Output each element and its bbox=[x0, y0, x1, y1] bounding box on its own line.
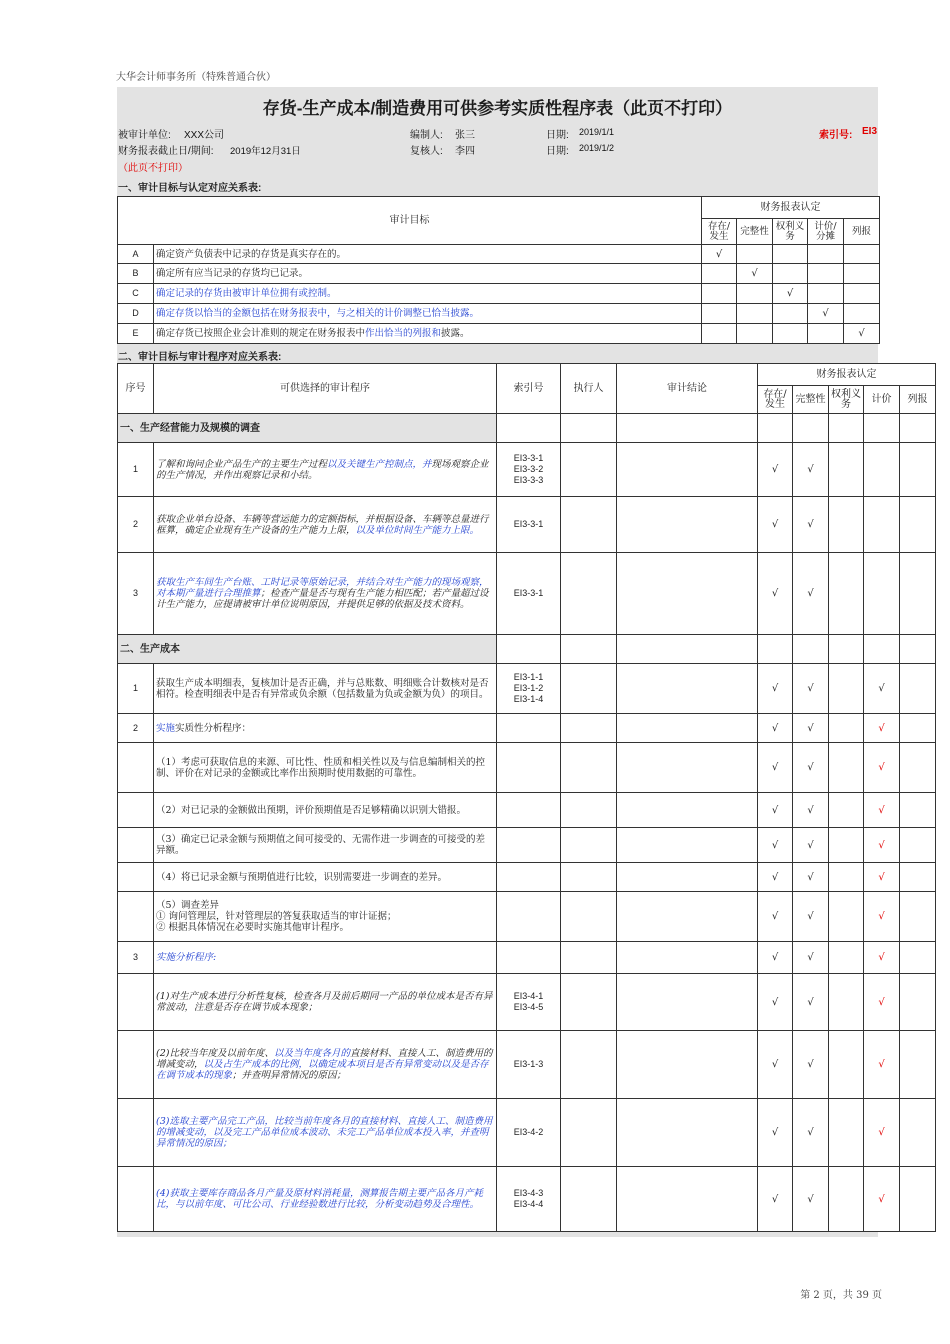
check-mark: √ bbox=[864, 1167, 900, 1232]
procedure-text: (1)对生产成本进行分析性复核，检查各月及前后期同一产品的单位成本是否有异常波动，注意是否存在调节成本现象； bbox=[154, 974, 497, 1031]
check-mark bbox=[737, 245, 773, 264]
check-mark: √ bbox=[758, 863, 793, 892]
assertion-header-existence: 存在/发生 bbox=[702, 219, 737, 245]
procedure-text-d: 以及占生产成本的比例，以确定成本项目是否有异常变动以及是否存在调节成本的现象 bbox=[156, 1059, 489, 1081]
check-mark: √ bbox=[758, 892, 793, 942]
procedure-index: EI3-4-2 bbox=[497, 1099, 561, 1167]
index-ref: EI3-1-1 bbox=[513, 672, 544, 682]
check-mark: √ bbox=[793, 714, 829, 743]
check-mark: √ bbox=[864, 793, 900, 828]
index-ref: EI3-3-3 bbox=[513, 475, 544, 485]
index-ref: EI3-1-4 bbox=[513, 694, 544, 704]
check-mark bbox=[773, 264, 808, 284]
procedure-text-c: 现场观察企业的生产情况，并作出观察记录和小结。 bbox=[156, 458, 489, 481]
section1-heading: 一、审计目标与认定对应关系表: bbox=[118, 183, 262, 194]
procedure-text bbox=[154, 497, 497, 553]
procedure-text bbox=[154, 892, 497, 942]
procedure-text-a: 获取生产车间生产台账、工时记录等原始记录，并结合对生产能力的现场观察，对本期产量进行合理推算 bbox=[156, 577, 489, 599]
index-ref: EI3-4-5 bbox=[513, 1002, 544, 1012]
procedure-text-b: 实质性分析程序： bbox=[175, 722, 252, 734]
check-mark: √ bbox=[808, 304, 844, 324]
goal-text: 确定资产负债表中记录的存货是真实存在的。 bbox=[154, 245, 702, 264]
check-mark: √ bbox=[793, 942, 829, 974]
assertion-header-presentation: 列报 bbox=[844, 219, 880, 245]
col-no-header: 序号 bbox=[118, 364, 154, 414]
procedure-text-a: 获取企业单台设备、车辆等营运能力的定额指标，并根据设备、车辆等总量进行框算，确定企业现有生产设备的生产能力上限， bbox=[156, 513, 489, 536]
procedure-text bbox=[154, 1031, 497, 1099]
check-mark: √ bbox=[793, 664, 829, 714]
goal-text: 确定所有应当记录的存货均已记录。 bbox=[154, 264, 702, 284]
check-mark: √ bbox=[758, 793, 793, 828]
check-mark bbox=[808, 324, 844, 344]
check-mark: √ bbox=[758, 743, 793, 793]
assertion-header-valuation: 计价 bbox=[864, 386, 900, 414]
date1-label: 日期: bbox=[546, 130, 569, 141]
procedure-text-c: 直接材料、直接人工、制造费用的增减变动， bbox=[156, 1048, 493, 1070]
assertion-header-rights: 权利义务 bbox=[773, 219, 808, 245]
goal-text: 确定记录的存货由被审计单位拥有或控制。 bbox=[154, 284, 702, 304]
goal-text-a: 确定存货已按照企业会计准则的规定在财务报表中 bbox=[156, 328, 366, 339]
no-print-note: （此页不打印） bbox=[118, 163, 188, 174]
check-mark bbox=[808, 245, 844, 264]
procedure-no: 2 bbox=[118, 714, 154, 743]
client-label: 被审计单位: bbox=[118, 130, 171, 141]
check-mark: √ bbox=[758, 553, 793, 635]
procedure-text-b: 以及关键生产控制点，并 bbox=[327, 458, 432, 470]
check-mark bbox=[844, 304, 880, 324]
page-footer: 第 2 页，共 39 页 bbox=[800, 1290, 882, 1301]
check-mark: √ bbox=[793, 892, 829, 942]
check-mark bbox=[702, 324, 737, 344]
goal-id: C bbox=[118, 284, 154, 304]
assertion-group-header: 财务报表认定 bbox=[702, 197, 880, 219]
check-mark: √ bbox=[793, 443, 829, 497]
procedure-index bbox=[497, 443, 561, 497]
col-index-header: 索引号 bbox=[497, 364, 561, 414]
index-ref: EI3-4-1 bbox=[513, 991, 544, 1001]
assertion-header-presentation: 列报 bbox=[900, 386, 936, 414]
procedure-text: （2）对已记录的金额做出预期，评价预期值是否足够精确以识别大错报。 bbox=[154, 793, 497, 828]
check-mark: √ bbox=[844, 324, 880, 344]
check-mark: √ bbox=[758, 714, 793, 743]
check-mark: √ bbox=[864, 1031, 900, 1099]
check-mark: √ bbox=[864, 743, 900, 793]
goal-text-b: 作出恰当的列报和 bbox=[365, 328, 442, 339]
procedure-text-a: (2)比较当年度及以前年度、 bbox=[156, 1048, 274, 1059]
index-ref: EI3-3-2 bbox=[513, 464, 544, 474]
check-mark: √ bbox=[702, 245, 737, 264]
index-label: 索引号: bbox=[819, 130, 853, 141]
date2-value: 2019/1/2 bbox=[579, 143, 615, 153]
procedure-text bbox=[154, 553, 497, 635]
reviewer-value: 李四 bbox=[455, 146, 475, 157]
assertion-header-valuation: 计价/分摊 bbox=[808, 219, 844, 245]
procedure-text-b: ；检查产量是否与现有生产能力相匹配；若产量超过设计生产能力，应提请被审计单位说明原因，并提供足够的依据及技术资料。 bbox=[156, 588, 489, 610]
reviewer-label: 复核人: bbox=[410, 146, 443, 157]
col-goal-header: 审计目标 bbox=[118, 197, 702, 245]
assertion-header-completeness: 完整性 bbox=[737, 219, 773, 245]
check-mark bbox=[773, 304, 808, 324]
procedure-table bbox=[117, 363, 936, 1232]
procedure-index bbox=[497, 974, 561, 1031]
procedure-index: EI3-3-1 bbox=[497, 553, 561, 635]
check-mark: √ bbox=[864, 942, 900, 974]
category-heading: 二、生产成本 bbox=[118, 635, 497, 664]
procedure-text: （1）考虑可获取信息的来源、可比性、性质和相关性以及与信息编制相关的控制、评价在对记录的金额或比率作出预期时使用数据的可靠性。 bbox=[154, 743, 497, 793]
procedure-text: 获取生产成本明细表，复核加计是否正确，并与总账数、明细账合计数核对是否相符。检查明细表中是否有异常或负余额（包括数量为负或金额为负）的项目。 bbox=[154, 664, 497, 714]
assertion-header-existence: 存在/发生 bbox=[758, 386, 793, 414]
goal-id: A bbox=[118, 245, 154, 264]
check-mark: √ bbox=[758, 1099, 793, 1167]
procedure-text-a: 了解和询问企业产品生产的主要生产过程 bbox=[156, 458, 328, 470]
index-value: EI3 bbox=[862, 126, 878, 137]
goal-id: D bbox=[118, 304, 154, 324]
goal-text bbox=[154, 324, 702, 344]
index-ref: EI3-4-4 bbox=[513, 1199, 544, 1209]
check-mark: √ bbox=[737, 264, 773, 284]
check-mark: √ bbox=[758, 443, 793, 497]
check-mark bbox=[737, 324, 773, 344]
procedure-text-c: ② 根据具体情况在必要时实施其他审计程序。 bbox=[156, 922, 350, 933]
check-mark: √ bbox=[793, 497, 829, 553]
procedure-text-a: 实施 bbox=[156, 722, 176, 734]
procedure-index: EI3-3-1 bbox=[497, 497, 561, 553]
date2-label: 日期: bbox=[546, 146, 569, 157]
procedure-text-e: ；并查明异常情况的原因； bbox=[232, 1070, 347, 1081]
check-mark: √ bbox=[773, 284, 808, 304]
procedure-no: 3 bbox=[118, 942, 154, 974]
check-mark: √ bbox=[864, 892, 900, 942]
check-mark: √ bbox=[758, 974, 793, 1031]
period-label: 财务报表截止日/期间: bbox=[118, 146, 214, 157]
check-mark: √ bbox=[758, 1031, 793, 1099]
check-mark: √ bbox=[758, 497, 793, 553]
check-mark: √ bbox=[793, 828, 829, 863]
procedure-text-b: 以及当年度各月的 bbox=[273, 1048, 350, 1059]
procedure-text-b: 以及单位时间生产能力上限。 bbox=[355, 524, 480, 536]
goal-id: B bbox=[118, 264, 154, 284]
check-mark bbox=[702, 284, 737, 304]
check-mark: √ bbox=[864, 828, 900, 863]
check-mark bbox=[844, 284, 880, 304]
procedure-index: EI3-1-3 bbox=[497, 1031, 561, 1099]
check-mark bbox=[808, 284, 844, 304]
check-mark: √ bbox=[864, 1099, 900, 1167]
check-mark bbox=[844, 264, 880, 284]
check-mark: √ bbox=[864, 863, 900, 892]
col-conclusion-header: 审计结论 bbox=[617, 364, 758, 414]
check-mark: √ bbox=[758, 942, 793, 974]
check-mark: √ bbox=[793, 793, 829, 828]
check-mark: √ bbox=[793, 974, 829, 1031]
procedure-text-b: ① 询问管理层，针对管理层的答复获取适当的审计证据； bbox=[156, 911, 397, 922]
procedure-no: 3 bbox=[118, 553, 154, 635]
index-ref: EI3-3-1 bbox=[513, 453, 544, 463]
check-mark: √ bbox=[793, 1031, 829, 1099]
check-mark bbox=[737, 284, 773, 304]
check-mark: √ bbox=[793, 743, 829, 793]
procedure-no: 1 bbox=[118, 664, 154, 714]
check-mark: √ bbox=[758, 664, 793, 714]
procedure-no: 2 bbox=[118, 497, 154, 553]
period-value: 2019年12月31日 bbox=[230, 146, 301, 157]
check-mark bbox=[702, 304, 737, 324]
goal-text-c: 披露。 bbox=[441, 328, 470, 339]
procedure-text: (4)获取主要库存商品各月产量及原材料消耗量，测算报告期主要产品各月产耗比，与以前年度、可比公司、行业经验数进行比较，分析变动趋势及合理性。 bbox=[154, 1167, 497, 1232]
section2-heading: 二、审计目标与审计程序对应关系表: bbox=[118, 352, 282, 363]
procedure-text: (3)选取主要产品完工产品，比较当前年度各月的直接材料、直接人工、制造费用的增减变动，以及完工产品单位成本波动、未完工产品单位成本投入率，并查明异常情况的原因； bbox=[154, 1099, 497, 1167]
index-ref: EI3-1-2 bbox=[513, 683, 544, 693]
goal-id: E bbox=[118, 324, 154, 344]
check-mark: √ bbox=[758, 828, 793, 863]
check-mark bbox=[844, 245, 880, 264]
check-mark: √ bbox=[758, 1167, 793, 1232]
check-mark: √ bbox=[793, 1099, 829, 1167]
check-mark: √ bbox=[864, 974, 900, 1031]
procedure-index bbox=[497, 664, 561, 714]
check-mark bbox=[773, 324, 808, 344]
assertion-group-header: 财务报表认定 bbox=[758, 364, 936, 386]
procedure-text bbox=[154, 714, 497, 743]
index-ref: EI3-4-3 bbox=[513, 1188, 544, 1198]
check-mark bbox=[808, 264, 844, 284]
check-mark: √ bbox=[864, 664, 900, 714]
procedure-text-a: （5）调查差异 bbox=[156, 900, 220, 911]
client-value: XXX公司 bbox=[184, 130, 225, 141]
preparer-label: 编制人: bbox=[410, 130, 443, 141]
procedure-text: （4）将已记录金额与预期值进行比较，识别需要进一步调查的差异。 bbox=[154, 863, 497, 892]
firm-name: 大华会计师事务所（特殊普通合伙） bbox=[116, 72, 276, 83]
check-mark: √ bbox=[793, 553, 829, 635]
procedure-text: 实施分析程序: bbox=[154, 942, 497, 974]
page-title: 存货-生产成本/制造费用可供参考实质性程序表（此页不打印） bbox=[262, 99, 733, 118]
procedure-text bbox=[154, 443, 497, 497]
procedure-no: 1 bbox=[118, 443, 154, 497]
check-mark bbox=[702, 264, 737, 284]
assertion-header-completeness: 完整性 bbox=[793, 386, 829, 414]
procedure-index bbox=[497, 1167, 561, 1232]
check-mark: √ bbox=[793, 1167, 829, 1232]
category-heading: 一、生产经营能力及规模的调查 bbox=[118, 414, 497, 443]
goal-text: 确定存货以恰当的金额包括在财务报表中，与之相关的计价调整已恰当披露。 bbox=[154, 304, 702, 324]
col-executor-header: 执行人 bbox=[561, 364, 617, 414]
check-mark: √ bbox=[793, 863, 829, 892]
procedure-text: （3）确定已记录金额与预期值之间可接受的、无需作进一步调查的可接受的差异额。 bbox=[154, 828, 497, 863]
date1-value: 2019/1/1 bbox=[579, 127, 615, 137]
goal-assertion-table bbox=[117, 196, 880, 344]
check-mark bbox=[737, 304, 773, 324]
check-mark bbox=[773, 245, 808, 264]
col-procedure-header: 可供选择的审计程序 bbox=[154, 364, 497, 414]
assertion-header-rights: 权利义务 bbox=[829, 386, 864, 414]
check-mark: √ bbox=[864, 714, 900, 743]
preparer-value: 张三 bbox=[455, 130, 475, 141]
